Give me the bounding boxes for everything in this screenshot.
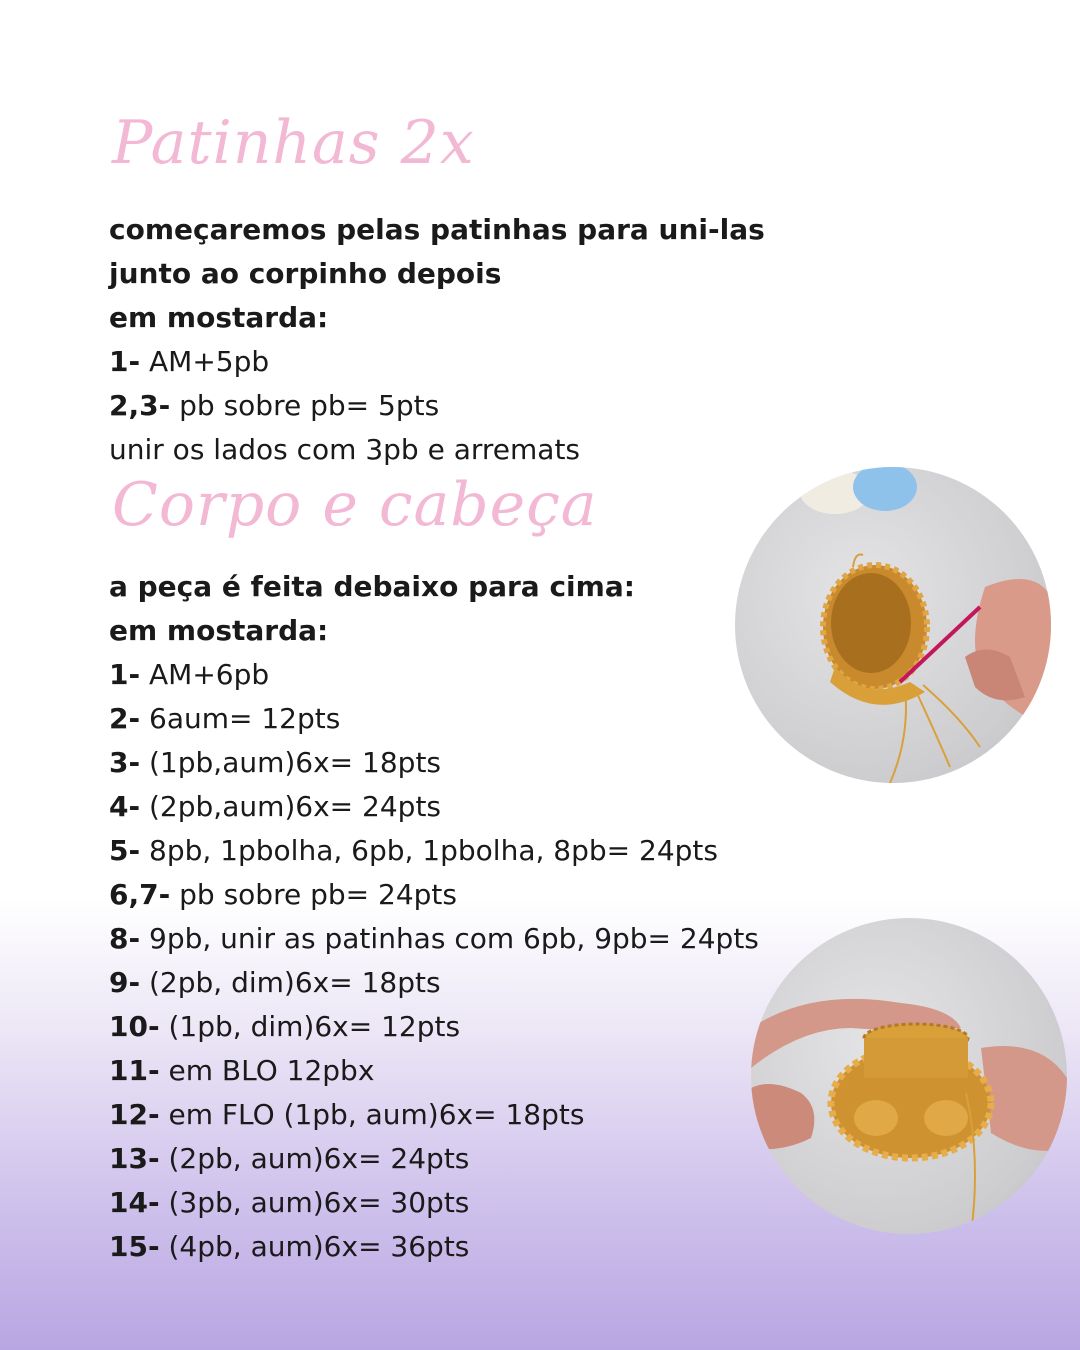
round-number: 3- xyxy=(109,746,141,779)
round-line xyxy=(109,917,759,961)
round-text: AM+6pb xyxy=(140,658,270,691)
crochet-foot-illustration xyxy=(735,467,1051,783)
round-number: 2- xyxy=(109,702,141,735)
round-text: em BLO 12pbx xyxy=(159,1054,375,1087)
round-line xyxy=(109,1049,759,1093)
round-line xyxy=(109,829,759,873)
line-text: começaremos pelas patinhas para uni-las xyxy=(109,213,765,246)
crochet-body-photo xyxy=(751,918,1067,1234)
round-line xyxy=(109,1005,759,1049)
round-text: pb sobre pb= 24pts xyxy=(170,878,457,911)
round-line xyxy=(109,384,765,428)
round-text: 8pb, 1pbolha, 6pb, 1pbolha, 8pb= 24pts xyxy=(140,834,718,867)
instruction-line xyxy=(109,296,765,340)
round-number: 10- xyxy=(109,1010,160,1043)
round-number: 6,7- xyxy=(109,878,171,911)
round-text: (4pb, aum)6x= 36pts xyxy=(159,1230,470,1263)
crochet-foot-photo xyxy=(735,467,1051,783)
round-number: 1- xyxy=(109,345,141,378)
round-number: 8- xyxy=(109,922,141,955)
round-text: (2pb, aum)6x= 24pts xyxy=(159,1142,470,1175)
round-line xyxy=(109,785,759,829)
instruction-line xyxy=(109,565,759,609)
round-text: (1pb,aum)6x= 18pts xyxy=(140,746,442,779)
round-line xyxy=(109,873,759,917)
instruction-line xyxy=(109,428,765,472)
round-number: 15- xyxy=(109,1230,160,1263)
round-line xyxy=(109,1137,759,1181)
round-number: 4- xyxy=(109,790,141,823)
round-number: 1- xyxy=(109,658,141,691)
round-text: (3pb, aum)6x= 30pts xyxy=(159,1186,470,1219)
section-title-corpo: Corpo e cabeça xyxy=(112,470,598,540)
round-number: 14- xyxy=(109,1186,160,1219)
round-text: (1pb, dim)6x= 12pts xyxy=(159,1010,461,1043)
round-line xyxy=(109,697,759,741)
patinhas-instructions xyxy=(109,208,765,472)
round-text: AM+5pb xyxy=(140,345,270,378)
round-line xyxy=(109,961,759,1005)
round-line xyxy=(109,1181,759,1225)
line-text: a peça é feita debaixo para cima: xyxy=(109,570,635,603)
crochet-body-illustration xyxy=(751,918,1067,1234)
line-text: em mostarda: xyxy=(109,614,329,647)
corpo-instructions xyxy=(109,565,759,1269)
round-number: 5- xyxy=(109,834,141,867)
round-number: 11- xyxy=(109,1054,160,1087)
round-number: 9- xyxy=(109,966,141,999)
round-line xyxy=(109,340,765,384)
line-text: junto ao corpinho depois xyxy=(109,257,502,290)
section-title-patinhas: Patinhas 2x xyxy=(112,108,475,178)
line-text: unir os lados com 3pb e arremats xyxy=(109,433,581,466)
round-number: 12- xyxy=(109,1098,160,1131)
line-text: em mostarda: xyxy=(109,301,329,334)
round-number: 13- xyxy=(109,1142,160,1175)
round-text: em FLO (1pb, aum)6x= 18pts xyxy=(159,1098,585,1131)
round-text: (2pb, dim)6x= 18pts xyxy=(140,966,441,999)
round-text: 6aum= 12pts xyxy=(140,702,341,735)
instruction-line xyxy=(109,609,759,653)
round-line xyxy=(109,741,759,785)
round-text: pb sobre pb= 5pts xyxy=(170,389,440,422)
round-line xyxy=(109,1093,759,1137)
round-line xyxy=(109,653,759,697)
round-number: 2,3- xyxy=(109,389,171,422)
round-text: (2pb,aum)6x= 24pts xyxy=(140,790,442,823)
instruction-line xyxy=(109,208,765,252)
round-text: 9pb, unir as patinhas com 6pb, 9pb= 24pts xyxy=(140,922,759,955)
instruction-line xyxy=(109,252,765,296)
round-line xyxy=(109,1225,759,1269)
